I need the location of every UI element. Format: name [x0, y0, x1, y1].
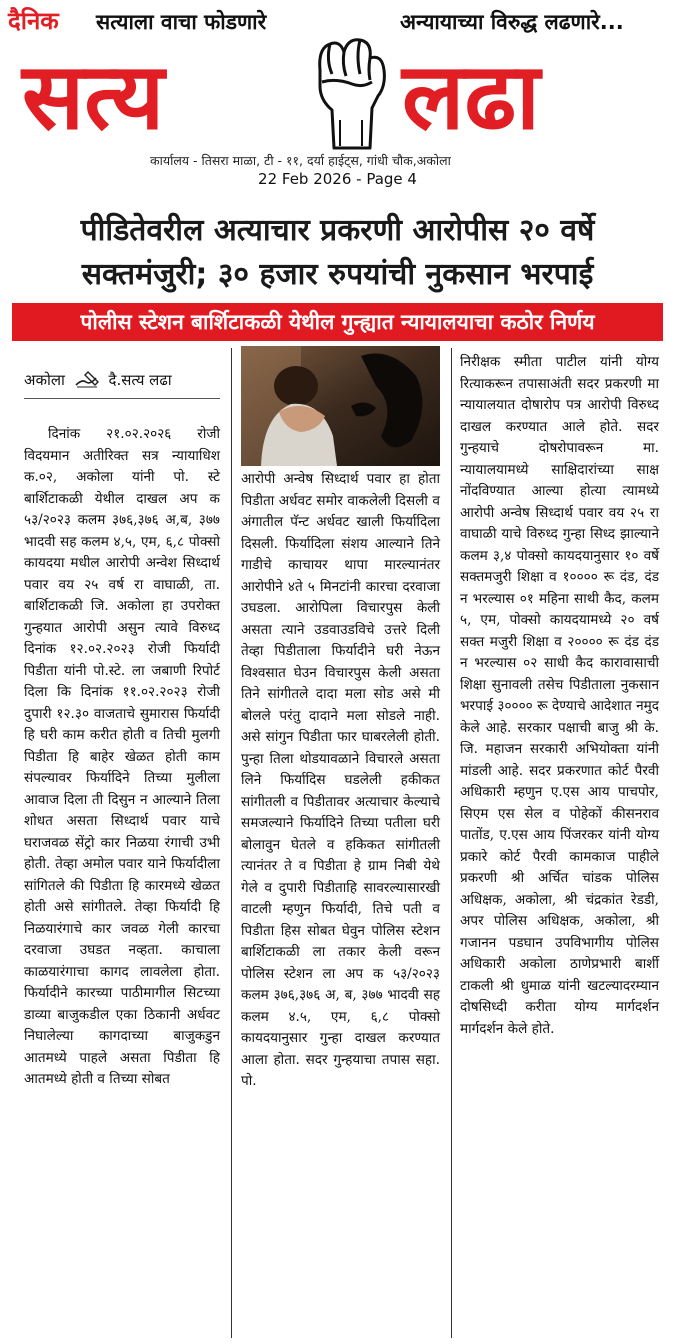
column-1-text: दिनांक २१.०२.२०२६ रोजी विदयमान अतीरिक्त सत्र न्यायाधिश क.०२, अकोला यांनी पो. स्टे बार्शिटाकळी येथील दाखल अप क ५३/२०२३ कलम ३७६,३७६ अ,ब, ३७७ भादवी सह कलम ४,५, एम, ६,८ पोक्सो कायदया मधील आरोपी अन्वेश सिध्दार्थ पवार वय २५ वर्ष रा वाघाळी, ता. बार्शिटाकळी जि. अकोला हा उपरोक्त गुन्हयात आरोपी असुन त्यावे विरुध्द दिनांक १२.०२.२०२३ रोजी फिर्यादी पिडीता यांनी पो.स्टे. ला जबाणी रिपोर्ट दिला कि दिनांक ११.०२.२०२३ रोजी दुपारी १२.३० वाजताचे सुमारास फिर्यादी हि घरी काम करीत होती व तिची मुलगी पिडीता हि बाहेर खेळत होती काम संपल्यावर फिर्यादिने तिच्या मुलीला आवाज दिला ती दिसुन न आल्याने तिला शोधत असता सिध्दार्थ पवार याचे घराजवळ सेंट्रो कार निळया रंगाची उभी होती. तेव्हा अमोल पवार याने फिर्यादीला सांगितले की पिडीता हि कारमध्ये खेळत होती असे सांगीतले. तेव्हा फिर्यादी हि निळयारंगाचे कार जवळ गेली कारचा दरवाजा उघडत नव्हता. काचाला काळयारंगाचा कागद लावलेला होता. फिर्यादीने कारच्या पाठीमागील सिटच्या डाव्या बाजुकडील एका ठिकानी अर्धवट निघालेल्या कागदाच्या बाजुकडुन आतमध्ये पाहले असता पिडीता हि आतमध्ये होती व तिच्या सोबत	[24, 426, 220, 1087]
byline-divider	[24, 398, 220, 399]
headline-line1: पीडितेवरील अत्याचार प्रकरणी आरोपीस २० वर्षे	[80, 213, 595, 248]
date-page-line: 22 Feb 2026 - Page 4	[258, 170, 417, 188]
tagline-left: सत्याला वाचा फोडणारे	[96, 10, 267, 34]
masthead-dainik: दैनिक	[8, 7, 59, 35]
article-column-2	[241, 469, 440, 1093]
article-column-1	[24, 424, 220, 1091]
masthead	[0, 0, 675, 200]
distressed-child-photo	[241, 346, 440, 466]
byline	[24, 370, 224, 390]
tagline-right: अन्यायाच्या विरुद्ध लढणारे...	[400, 10, 624, 34]
headline-line2: सक्तमंजुरी; ३० हजार रुपयांची नुकसान भरपाई	[81, 257, 594, 292]
article-column-3	[460, 352, 659, 1040]
raised-fist-icon	[300, 30, 395, 155]
title-word-satya: सत्य	[22, 43, 165, 150]
title-word-ladha: लढा	[402, 43, 541, 150]
pen-hand-icon	[74, 370, 100, 388]
column-rule-1	[231, 348, 232, 1338]
column-2-text: आरोपी अन्वेष सिध्दार्थ पवार हा होता पिडीता अर्धवट समोर वाकलेली दिसली व अंगातील पॅन्ट अर्धवट खाली फिर्यादिला दिसली. फिर्यादिला संशय आल्याने तिने गाडीचे काचायर थापा मारल्यानंतर आरोपीने ४ते ५ मिनटांनी कारचा दरवाजा उघडला. आरोपिला विचारपुस केली असता त्याने उडवाउडविचे उत्तरे दिली तेव्हा पिडीताला फिर्यादीने घरी नेऊन विश्वसात घेउन विचारपुस केली असता तिने सांगीतले दादा मला सोड असे मी बोलले परंतु दादाने मला सोडले नाही. असे सांगुन पिडीता फार घाबरलेली होती. पुन्हा तिला थोडयावळाने विचारले असता लिने फिर्यादिस घडलेली हकीकत सांगीतली व पिडीतावर अत्याचार केल्याचे समजल्याने फिर्यादिने तिच्या पतीला घरी बोलावुन घेतले व हकिकत सांगीतली त्यानंतर ते व पिडीता हे ग्राम निबी येथे गेले व दुपारी पिडीताहि सावरल्यासारखी वाटली म्हणुन फिर्यादी, तिचे पती व पिडीता हिस सोबत घेवुन पोलिस स्टेशन बार्शिटाकळी ला तकार केली वरून पोलिस स्टेशन ला अप क ५३/२०२३ कलम ३७६,३७६ अ, ब, ३७७ भादवी सह कलम ४.५, एम, ६,८ पोक्सो कायदयानुसार गुन्हा दाखल करण्यात आला होता. सदर गुन्हयाचा तपास सहा. पो.	[241, 471, 440, 1089]
subheadline: पोलीस स्टेशन बार्शिटाकळी येथील गुन्ह्यात न्यायालयाचा कठोर निर्णय	[80, 310, 595, 334]
office-address: कार्यालय - तिसरा माळा, टी - ११, दर्या हाईट्स, गांधी चौक,अकोला	[150, 153, 451, 168]
column-3-text: निरीक्षक स्मीता पाटील यांनी योग्य रित्याकरून तपासाअंती सदर प्रकरणी मा न्यायालयात दोषारोप पत्र आरोपी विरुध्द दाखल करण्यात आले होते. सदर गुन्हयाचे दोषरोपावरून मा. न्यायालयामध्ये साक्षिदारांच्या साक्ष नोंदविण्यात आल्या होत्या त्यामध्ये आरोपी अन्वेष सिध्दार्थ पवार वय २५ रा वाघाळी याचे विरुध्द गुन्हा सिध्द झाल्याने कलम ३,४ पोक्सो कायदयानुसार १० वर्षे सक्तमजुरी शिक्षा व १०००० रू दंड, दंड न भरल्यास ०१ महिना साथी कैद, कलम ५, एम, पोक्सो कायदयामध्ये २० वर्ष सक्त मजुरी शिक्षा व २०००० रू दंड दंड न भरल्यास ०२ साधी कैद कारावासाची शिक्षा सुनावली तसेच पिडीताला नुकसान भरपाई ३०००० रू देण्याचे आदेशात नमुद केले आहे. सरकार पक्षाची बाजु श्री के. जि. महाजन सरकारी अभियोक्ता यांनी मांडली आहे. सदर प्रकरणात कोर्ट पैरवी अधिकारी म्हणुन ए.एस आय पाचपोर, सिएम एस सेल व पोहेकों कीसनराव पातोंड, ए.एस आय पिंजरकर यांनी योग्य प्रकारे कोर्ट पैरवी कामकाज पाहीले प्रकरणी श्री अर्चित चांडक पोलिस अधिक्षक, अकोला, श्री चंद्रकांत रेडडी, अपर पोलिस अधिक्षक, अकोला, श्री गजानन पडघान उपविभागीय पोलिस अधिकारी अकोला ठाणेप्रभारी बार्शी टाकली श्री धुमाळ यांनी खटल्यादरम्यान दोषसिध्दी करीता योग्य मार्गदर्शन मार्गदर्शन केले होते.	[460, 354, 659, 1037]
byline-source: दै.सत्य लढा	[108, 371, 172, 389]
byline-place: अकोला	[24, 371, 65, 389]
column-rule-2	[451, 348, 452, 1338]
